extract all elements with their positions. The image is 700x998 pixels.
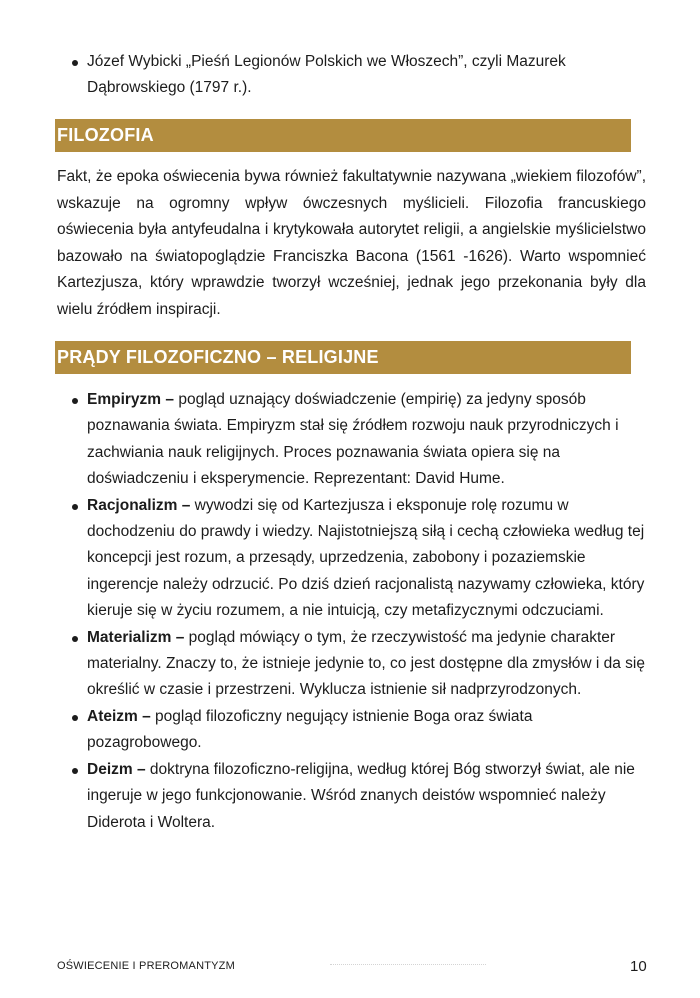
term-deizm: Deizm – (87, 760, 146, 778)
intro-bullet-list (57, 49, 647, 102)
page-number: 10 (630, 958, 647, 975)
list-item (57, 625, 647, 704)
bullet-icon (72, 504, 78, 510)
list-item (57, 49, 647, 102)
definition-text: pogląd mówiący o tym, że rzeczywistość ma jedynie charakter materialny. Znaczy to, że istnieje jedynie to, co jest dostępne dla zmysłów i da się określić w czasie i przestrzeni. Wyklucza istnienie sił nadprzyrodzonych. (87, 628, 645, 699)
section-heading-filozofia: FILOZOFIA (55, 119, 631, 152)
list-item-text: Józef Wybicki „Pieśń Legionów Polskich we Włoszech”, czyli Mazurek Dąbrowskiego (1797 r.). (87, 53, 566, 97)
bullet-icon (72, 715, 78, 721)
filozofia-paragraph: Fakt, że epoka oświecenia bywa również fakultatywnie nazywana „wiekiem filozofów”, wskazuje na ogromny wpływ ówczesnych myślicieli. Filozofia francuskiego oświecenia była antyfeudalna i krytykowała autorytet religii, a angielskie myślicielstwo bazowało na światopoglądzie Franciszka Bacona (1561 -1626). Warto wspomnieć Kartezjusza, który wprawdzie tworzył wcześniej, jednak jego przekonania były dla wielu źródłem inspiracji. (57, 168, 646, 318)
section-heading-prady: PRĄDY FILOZOFICZNO – RELIGIJNE (55, 341, 631, 374)
term-racjonalizm: Racjonalizm – (87, 496, 191, 514)
bullet-icon (72, 636, 78, 642)
definition-text: wywodzi się od Kartezjusza i eksponuje rolę rozumu w dochodzeniu do prawdy i wiedzy. Najistotniejszą siłą i cechą człowieka według tej koncepcji jest rozum, a przesądy, uprzedzenia, zabobony i pozaziemskie ingerencje należy odrzucić. Po dziś dzień racjonalistą nazywamy człowieka, który kieruje się w życiu rozumem, a nie intuicją, czy metafizycznymi odczuciami. (87, 496, 645, 620)
list-item (57, 757, 647, 836)
footer-chapter-title: OŚWIECENIE I PREROMANTYZM (57, 960, 235, 972)
list-item (57, 387, 647, 493)
bullet-icon (72, 768, 78, 774)
list-item (57, 493, 647, 625)
definition-text: pogląd filozoficzny negujący istnienie Boga oraz świata pozagrobowego. (87, 707, 533, 752)
term-materializm: Materializm – (87, 628, 185, 646)
term-empiryzm: Empiryzm – (87, 391, 175, 408)
term-ateizm: Ateizm – (87, 707, 151, 725)
definition-text: doktryna filozoficzno-religijna, według której Bóg stworzył świat, ale nie ingeruje w jego funkcjonowanie. Wśród znanych deistów wspomnieć należy Diderota i Woltera. (87, 760, 635, 831)
bullet-icon (72, 398, 78, 404)
footer-divider (330, 964, 486, 965)
list-item (57, 704, 647, 757)
currents-bullet-list (57, 387, 647, 836)
bullet-icon (72, 60, 78, 66)
definition-text: pogląd uznający doświadczenie (empirię) za jedyny sposób poznawania świata. Empiryzm stał się źródłem rozwoju nauk przyrodniczych i zachwiania nauk religijnych. Proces poznawania świata opiera się na doświadczeniu i eksperymencie. Reprezentant: David Hume. (87, 391, 619, 488)
